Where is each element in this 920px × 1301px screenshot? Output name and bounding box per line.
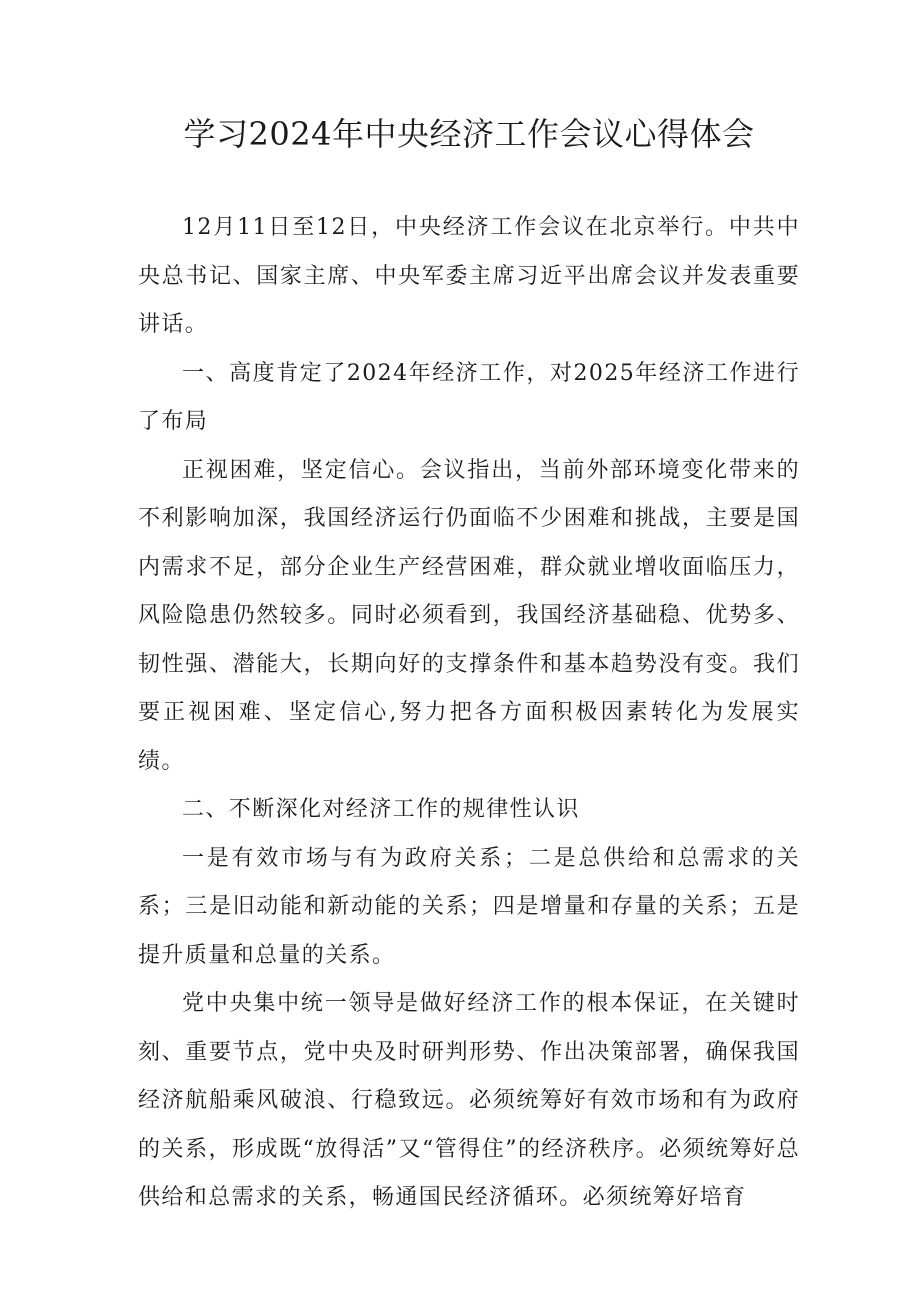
heading-section-one: 一、高度肯定了2024年经济工作，对2025年经济工作进行了布局 [138,360,800,434]
paragraph-meeting-intro: 12月11日至12日，中央经济工作会议在北京举行。中共中央总书记、国家主席、中央军委主席习近平出席会议并发表重要讲话。 [138,215,800,337]
paragraph-party-leadership: 党中央集中统一领导是做好经济工作的根本保证，在关键时刻、重要节点，党中央及时研判形势、作出决策部署，确保我国经济航船乘风破浪、行稳致远。必须统筹好有效市场和有为政府的关系，形成既“放得活”又“管得住”的经济秩序。必须统筹好总供给和总需求的关系，畅通国民经济循环。必须统筹好培育 [138,991,800,1210]
document-title: 学习2024年中央经济工作会议心得体会 [183,115,755,153]
paragraph-five-relations: 一是有效市场与有为政府关系；二是总供给和总需求的关系；三是旧动能和新动能的关系；四是增量和存量的关系；五是提升质量和总量的关系。 [138,845,800,968]
heading-section-two: 二、不断深化对经济工作的规律性认识 [182,797,580,822]
paragraph-face-difficulties: 正视困难，坚定信心。会议指出，当前外部环境变化带来的不利影响加深，我国经济运行仍面临不少困难和挑战，主要是国内需求不足，部分企业生产经营困难，群众就业增收面临压力，风险隐患仍然较多。同时必须看到，我国经济基础稳、优势多、韧性强、潜能大，长期向好的支撑条件和基本趋势没有变。我们要正视困难、坚定信心,努力把各方面积极因素转化为发展实绩。 [138,457,800,774]
